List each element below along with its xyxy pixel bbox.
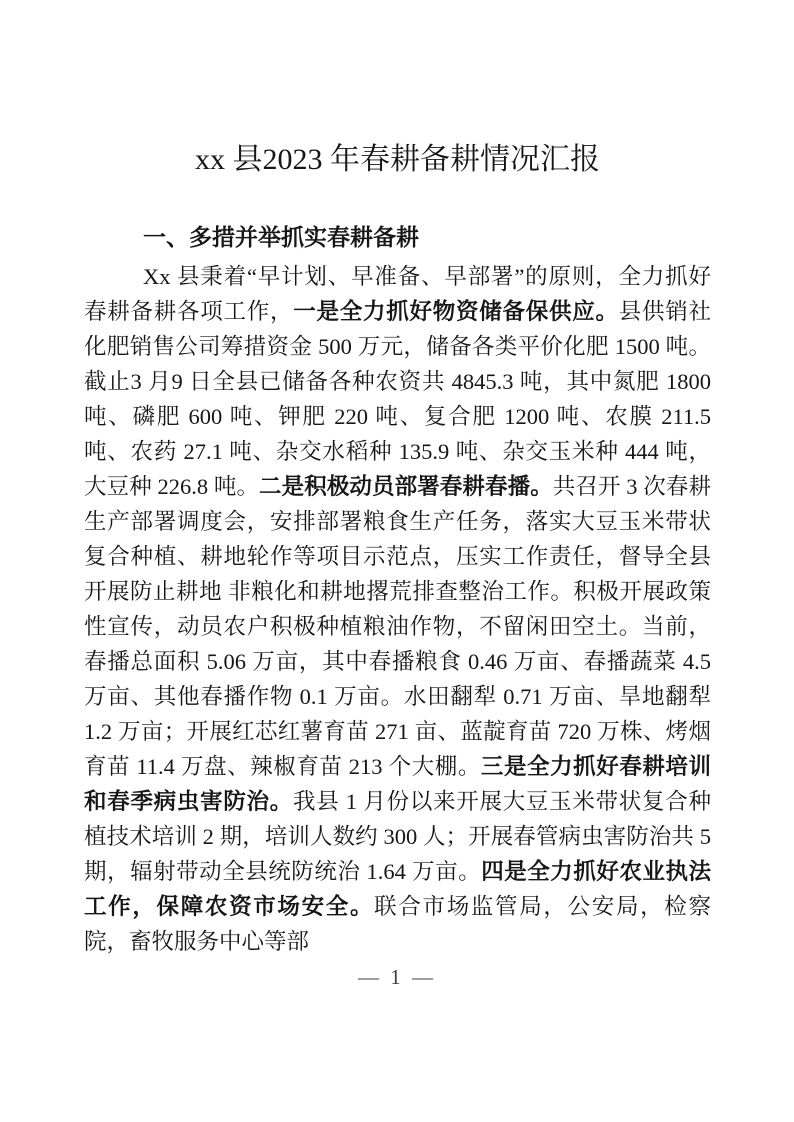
text-run-emphasis: 四是全力抓好农业执法工作，保障农资市场安全。: [84, 859, 711, 919]
text-run: 县供销社化肥销售公司筹措资金 500 万元，储备各类平价化肥 1500 吨。截止3 月9 日全县已储备各种农资共 4845.3 吨，其中氮肥 1800 吨、磷肥 600 吨、钾肥 220 吨、复合肥 1200 吨、农膜 211.5 吨、农药 27.1 吨、杂交水稻种 135.9 吨、杂交玉米种 444 吨，大豆种 226.8 吨。: [84, 299, 711, 499]
text-run-emphasis: 一是全力抓好物资储备保供应。: [293, 299, 619, 324]
text-run: 共召开 3 次春耕生产部署调度会，安排部署粮食生产任务，落实大豆玉米带状复合种植、耕地轮作等项目示范点，压实工作责任，督导全县开展防止耕地 非粮化和耕地撂荒排查整治工作。积极开展政策性宣传，动员农户积极种植粮油作物，不留闲田空土。当前，春播总面积 5.06 万亩，其中春播粮食 0.46 万亩、春播蔬菜 4.5 万亩、其他春播作物 0.1 万亩。水田翻犁 0.71 万亩、旱地翻犁 1.2 万亩；开展红芯红薯育苗 271 亩、蓝靛育苗 720 万株、烤烟育苗 11.4 万盘、辣椒育苗 213 个大棚。: [84, 474, 711, 779]
text-run-emphasis: 三是全力抓好春耕培训和春季病虫害防治。: [84, 754, 711, 814]
text-run: Xx 县秉着“早计划、早准备、早部署”的原则，全力抓好春耕备耕各项工作，: [84, 264, 711, 324]
page-number-text: — 1 —: [358, 965, 436, 989]
section-heading: 一、多措并举抓实春耕备耕: [143, 224, 419, 250]
page-number: [0, 964, 794, 990]
body-paragraph: [84, 259, 711, 959]
text-run: 我县 1 月份以来开展大豆玉米带状复合种植技术培训 2 期，培训人数约 300 人；开展春管病虫害防治共 5 期，辐射带动全县统防统治 1.64 万亩。: [84, 789, 711, 884]
text-run: 联合市场监管局，公安局，检察院，畜牧服务中心等部: [84, 894, 711, 954]
text-run-emphasis: 二是积极动员部署春耕春播。: [259, 474, 553, 499]
document-title: xx 县2023 年春耕备耕情况汇报: [195, 143, 600, 176]
